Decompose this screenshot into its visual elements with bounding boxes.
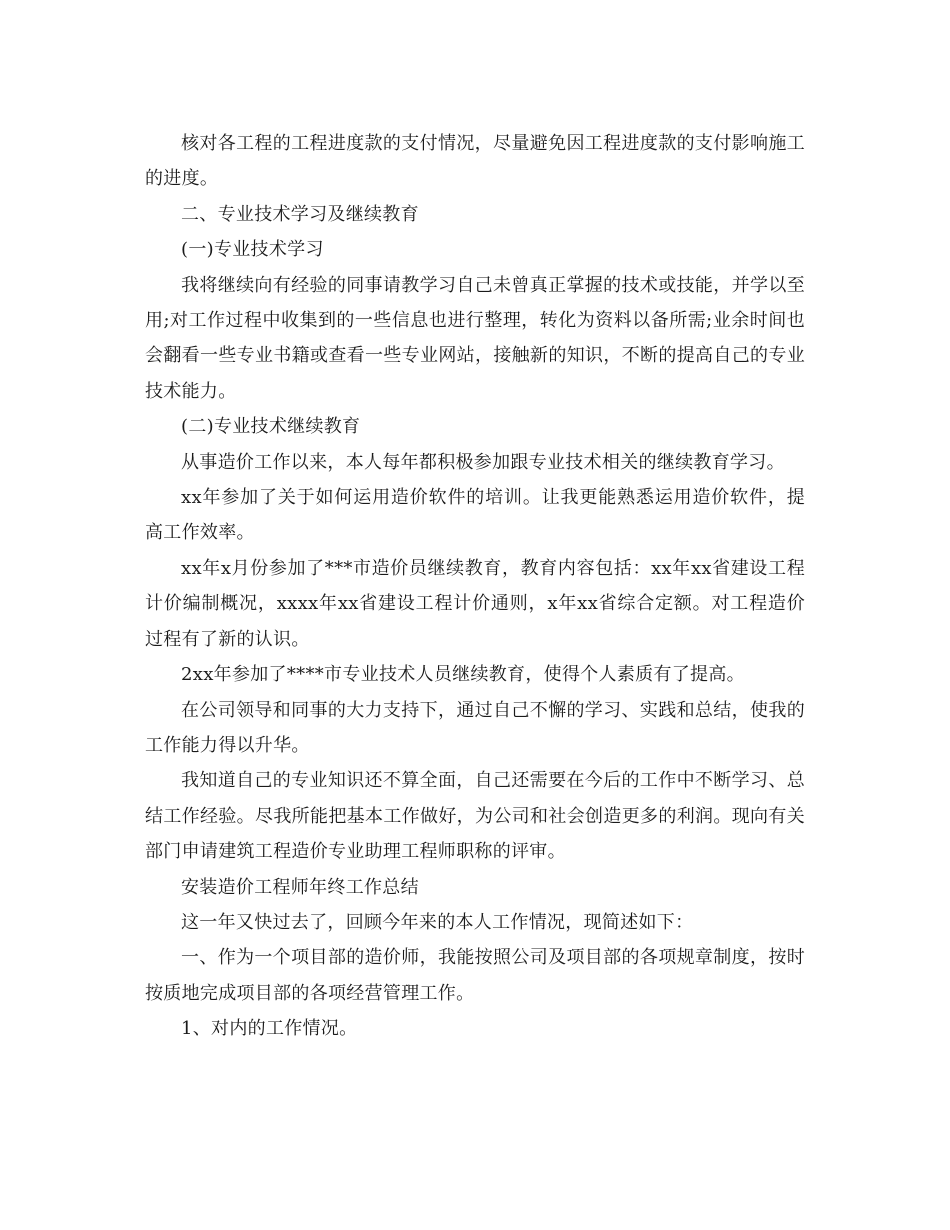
paragraph-review-intro: 这一年又快过去了，回顾今年来的本人工作情况，现简述如下：	[181, 911, 694, 933]
document-body	[145, 126, 805, 1047]
paragraph-support-from-company: 在公司领导和同事的大力支持下，通过自己不懈的学习、实践和总结，使我的工作能力得以升华。	[145, 699, 805, 756]
subheading-technical-study: (一)专业技术学习	[181, 239, 324, 261]
section-title-year-end-summary: 安装造价工程师年终工作总结	[181, 876, 419, 898]
paragraph-technical-personnel-education: 2xx年参加了****市专业技术人员继续教育，使得个人素质有了提高。	[181, 664, 745, 686]
heading-professional-study: 二、专业技术学习及继续教育	[181, 203, 419, 225]
paragraph-software-training: xx年参加了关于如何运用造价软件的培训。让我更能熟悉运用造价软件，提高工作效率。	[145, 487, 805, 544]
subheading-continuing-education: (二)专业技术继续教育	[181, 416, 361, 438]
paragraph-application: 我知道自己的专业知识还不算全面，自己还需要在今后的工作中不断学习、总结工作经验。尽我所能把基本工作做好，为公司和社会创造更多的利润。现向有关部门申请建筑工程造价专业助理工程师职称的评审。	[145, 770, 805, 863]
paragraph-internal-work: 1、对内的工作情况。	[181, 1018, 358, 1040]
paragraph-payment-check: 核对各工程的工程进度款的支付情况，尽量避免因工程进度款的支付影响施工的进度。	[145, 133, 805, 190]
paragraph-cost-engineer-education: xx年x月份参加了***市造价员继续教育，教育内容包括：xx年xx省建设工程计价编制概况，xxxx年xx省建设工程计价通则，x年xx省综合定额。对工程造价过程有了新的认识。	[145, 557, 805, 650]
paragraph-project-cost-role: 一、作为一个项目部的造价师，我能按照公司及项目部的各项规章制度，按时按质地完成项目部的各项经营管理工作。	[145, 947, 805, 1004]
paragraph-learning-from-colleagues: 我将继续向有经验的同事请教学习自己未曾真正掌握的技术或技能，并学以至用;对工作过程中收集到的一些信息也进行整理，转化为资料以备所需;业余时间也会翻看一些专业书籍或查看一些专业网站，接触新的知识，不断的提高自己的专业技术能力。	[145, 274, 805, 402]
paragraph-annual-education: 从事造价工作以来，本人每年都积极参加跟专业技术相关的继续教育学习。	[181, 451, 785, 473]
